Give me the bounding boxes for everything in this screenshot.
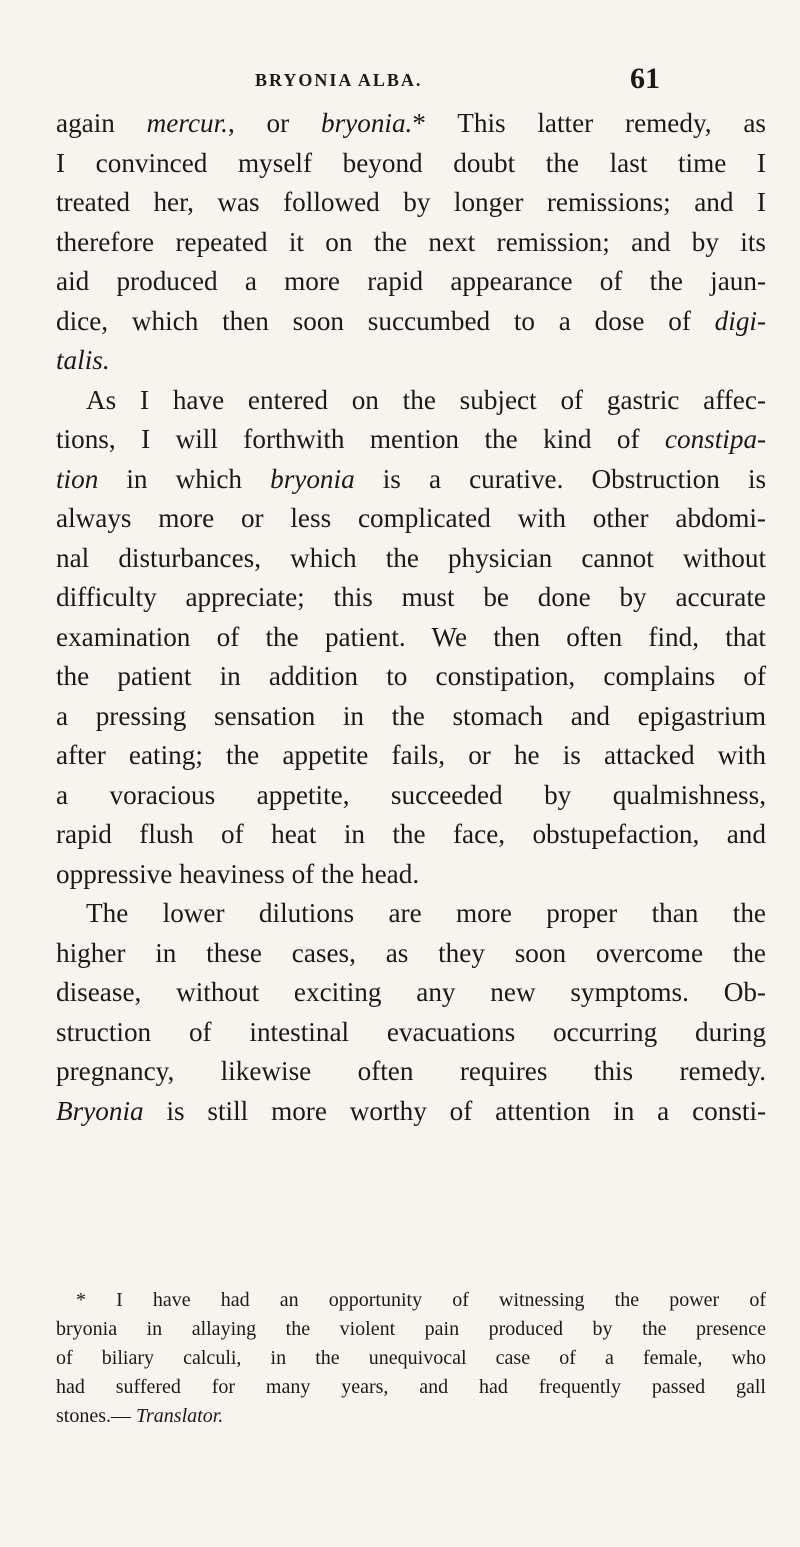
text-line: disease, without exciting any new symptoms. Ob- (56, 977, 766, 1007)
page-header (0, 62, 800, 102)
text-line: struction of intestinal evacuations occurring during (56, 1016, 766, 1047)
body-text (56, 104, 766, 1131)
text-line: the patient in addition to constipation, complains of (56, 661, 766, 691)
running-head: BRYONIA ALBA. (255, 70, 423, 90)
text-line: rapid flush of heat in the face, obstupefaction, and (56, 819, 766, 849)
text-line: Bryonia is still more worthy of attention in a consti- (56, 1095, 767, 1126)
text-line: after eating; the appetite fails, or he is attacked with (56, 740, 766, 770)
footnote-line: stones.— Translator. (56, 1405, 224, 1427)
footnote-line: bryonia in allaying the violent pain produced by the presence (56, 1318, 766, 1340)
footnote-line: of biliary calculi, in the unequivocal case of a female, who (56, 1347, 766, 1369)
text-line: talis. (56, 345, 110, 375)
text-line: higher in these cases, as they soon overcome the (56, 937, 766, 968)
text-line: again mercur., or bryonia.* This latter remedy, as (56, 108, 767, 138)
text-line: therefore repeated it on the next remission; and by its (56, 226, 766, 257)
text-line: tion in which bryonia is a curative. Obstruction is (56, 463, 767, 494)
text-line: I convinced myself beyond doubt the last time I (56, 147, 766, 178)
text-line: The lower dilutions are more proper than the (86, 898, 766, 928)
text-line: dice, which then soon succumbed to a dose of digi- (56, 305, 767, 336)
text-line: examination of the patient. We then often find, that (56, 621, 766, 652)
page-number: 61 (630, 62, 660, 95)
text-line: difficulty appreciate; this must be done by accurate (56, 582, 766, 612)
footnote (56, 1286, 766, 1431)
text-line: tions, I will forthwith mention the kind of constipa- (56, 424, 767, 454)
text-line: a voracious appetite, succeeded by qualmishness, (56, 779, 766, 810)
text-line: always more or less complicated with other abdomi- (56, 503, 766, 533)
text-line: As I have entered on the subject of gastric affec- (86, 384, 766, 415)
text-line: nal disturbances, which the physician cannot without (56, 542, 766, 573)
text-line: treated her, was followed by longer remissions; and I (56, 187, 766, 217)
text-line: aid produced a more rapid appearance of the jaun- (56, 266, 766, 296)
footnote-line: * I have had an opportunity of witnessing the power of (76, 1289, 766, 1311)
footnote-line: had suffered for many years, and had frequently passed gall (56, 1376, 766, 1398)
text-line: a pressing sensation in the stomach and epigastrium (56, 700, 766, 731)
text-line: pregnancy, likewise often requires this remedy. (56, 1056, 766, 1086)
text-line: oppressive heaviness of the head. (56, 858, 420, 889)
